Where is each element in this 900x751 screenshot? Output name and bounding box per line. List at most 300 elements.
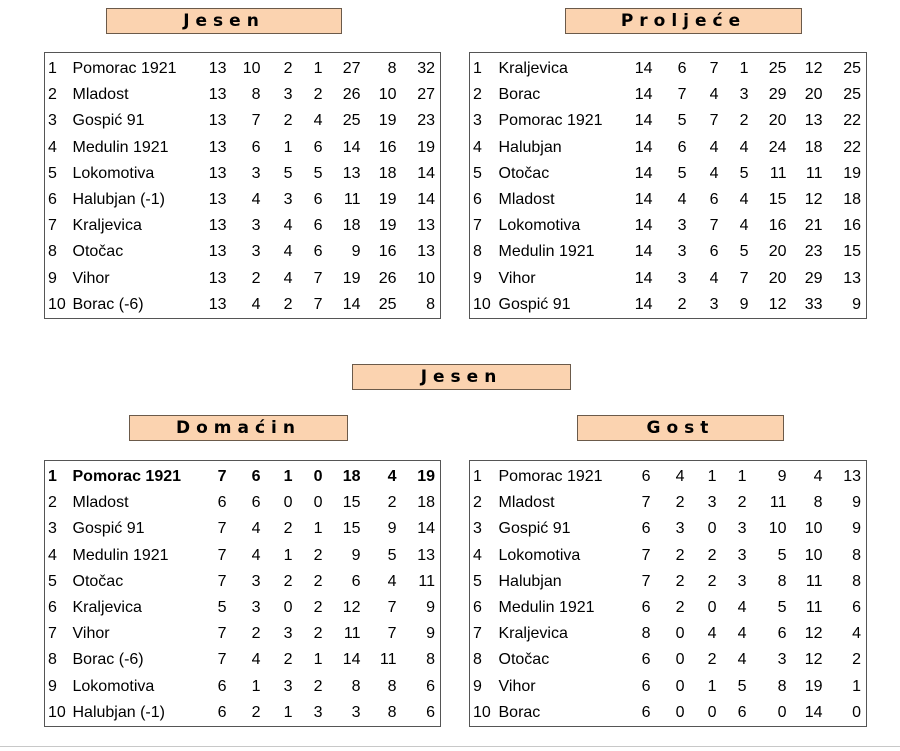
rank-cell: 3 <box>48 112 57 130</box>
table-row <box>45 490 441 516</box>
rank-cell: 1 <box>48 468 57 486</box>
goals-for-cell: 14 <box>342 651 361 669</box>
goals-against-cell: 23 <box>804 243 823 261</box>
played-cell: 5 <box>217 599 227 617</box>
wins-cell: 3 <box>251 572 261 590</box>
table-row <box>470 490 867 516</box>
goals-for-cell: 15 <box>768 191 787 209</box>
table-row <box>470 516 867 542</box>
points-cell: 1 <box>852 677 861 695</box>
played-cell: 13 <box>208 60 227 78</box>
goals-for-cell: 19 <box>342 269 361 287</box>
draws-cell: 0 <box>707 520 717 538</box>
played-cell: 8 <box>641 625 651 643</box>
draws-cell: 4 <box>709 269 719 287</box>
losses-cell: 1 <box>313 60 323 78</box>
losses-cell: 2 <box>313 625 323 643</box>
points-cell: 8 <box>852 572 861 590</box>
goals-against-cell: 8 <box>387 677 397 695</box>
draws-cell: 3 <box>283 625 293 643</box>
losses-cell: 1 <box>313 651 323 669</box>
points-cell: 25 <box>843 60 861 78</box>
wins-cell: 6 <box>251 138 261 156</box>
wins-cell: 4 <box>251 295 261 313</box>
rank-cell: 7 <box>473 625 482 643</box>
losses-cell: 6 <box>313 217 323 235</box>
draws-cell: 1 <box>707 468 717 486</box>
goals-against-cell: 4 <box>387 572 397 590</box>
team-cell: Gospić 91 <box>498 520 571 538</box>
draws-cell: 6 <box>709 243 719 261</box>
table-row <box>45 213 441 239</box>
goals-against-cell: 19 <box>378 217 397 235</box>
losses-cell: 4 <box>739 217 749 235</box>
table-row <box>45 674 441 700</box>
goals-for-cell: 14 <box>342 138 361 156</box>
played-cell: 14 <box>634 243 653 261</box>
team-cell: Kraljevica <box>72 217 142 235</box>
draws-cell: 7 <box>709 60 719 78</box>
table-row <box>470 239 867 265</box>
gost-header: Gost <box>577 415 784 441</box>
wins-cell: 2 <box>675 546 685 564</box>
wins-cell: 6 <box>251 494 261 512</box>
goals-against-cell: 20 <box>804 86 823 104</box>
draws-cell: 7 <box>709 217 719 235</box>
rank-cell: 4 <box>473 546 482 564</box>
rank-cell: 8 <box>48 243 57 261</box>
team-cell: Lokomotiva <box>72 164 155 182</box>
wins-cell: 0 <box>675 625 685 643</box>
team-cell: Kraljevica <box>498 60 568 78</box>
goals-for-cell: 20 <box>768 243 787 261</box>
goals-for-cell: 6 <box>351 572 361 590</box>
losses-cell: 2 <box>739 112 749 130</box>
losses-cell: 2 <box>313 677 323 695</box>
points-cell: 32 <box>417 60 435 78</box>
wins-cell: 4 <box>251 546 261 564</box>
goals-against-cell: 7 <box>387 599 397 617</box>
goals-for-cell: 9 <box>351 243 361 261</box>
played-cell: 13 <box>208 112 227 130</box>
goals-for-cell: 12 <box>342 599 361 617</box>
played-cell: 14 <box>634 112 653 130</box>
rank-cell: 6 <box>473 191 482 209</box>
goals-against-cell: 12 <box>804 60 823 78</box>
draws-cell: 1 <box>707 677 717 695</box>
team-cell: Borac (-6) <box>72 651 144 669</box>
wins-cell: 3 <box>251 164 261 182</box>
losses-cell: 4 <box>739 191 749 209</box>
rank-cell: 3 <box>473 520 482 538</box>
points-cell: 4 <box>852 625 861 643</box>
table-row <box>45 647 441 673</box>
proljece-table <box>469 52 867 319</box>
draws-cell: 4 <box>283 269 293 287</box>
team-cell: Gospić 91 <box>72 112 145 130</box>
points-cell: 15 <box>843 243 861 261</box>
played-cell: 6 <box>641 468 651 486</box>
goals-for-cell: 25 <box>342 112 361 130</box>
rank-cell: 5 <box>48 164 57 182</box>
draws-cell: 2 <box>707 546 717 564</box>
losses-cell: 4 <box>313 112 323 130</box>
played-cell: 7 <box>217 546 227 564</box>
goals-for-cell: 25 <box>768 60 787 78</box>
proljece-header: Proljeće <box>565 8 802 34</box>
rank-cell: 7 <box>48 217 57 235</box>
table-row <box>470 135 867 161</box>
wins-cell: 3 <box>251 217 261 235</box>
wins-cell: 3 <box>251 243 261 261</box>
goals-for-cell: 29 <box>768 86 787 104</box>
goals-against-cell: 12 <box>804 651 823 669</box>
losses-cell: 0 <box>313 494 323 512</box>
team-cell: Vihor <box>72 269 110 287</box>
team-cell: Kraljevica <box>72 599 142 617</box>
goals-for-cell: 20 <box>768 112 787 130</box>
table-row <box>470 53 867 83</box>
goals-for-cell: 18 <box>342 468 361 486</box>
losses-cell: 2 <box>737 494 747 512</box>
team-cell: Pomorac 1921 <box>72 60 177 78</box>
table-row <box>470 213 867 239</box>
draws-cell: 2 <box>707 651 717 669</box>
draws-cell: 2 <box>283 295 293 313</box>
played-cell: 7 <box>217 468 227 486</box>
rank-cell: 6 <box>473 599 482 617</box>
team-cell: Lokomotiva <box>498 217 581 235</box>
wins-cell: 3 <box>675 520 685 538</box>
goals-for-cell: 11 <box>343 625 361 643</box>
rank-cell: 4 <box>48 138 57 156</box>
table-row <box>45 461 441 491</box>
wins-cell: 2 <box>251 269 261 287</box>
goals-against-cell: 12 <box>804 191 823 209</box>
wins-cell: 0 <box>675 651 685 669</box>
played-cell: 7 <box>641 494 651 512</box>
draws-cell: 1 <box>283 546 293 564</box>
rank-cell: 2 <box>473 86 482 104</box>
team-cell: Otočac <box>72 243 124 261</box>
played-cell: 6 <box>641 703 651 721</box>
rank-cell: 10 <box>473 703 491 721</box>
rank-cell: 1 <box>473 468 482 486</box>
table-row <box>470 292 867 319</box>
losses-cell: 1 <box>313 520 323 538</box>
wins-cell: 2 <box>675 494 685 512</box>
domacin-table <box>44 460 441 727</box>
goals-against-cell: 16 <box>378 243 397 261</box>
rank-cell: 5 <box>473 572 482 590</box>
played-cell: 13 <box>208 191 227 209</box>
rank-cell: 10 <box>48 295 66 313</box>
team-cell: Halubjan <box>498 138 562 156</box>
played-cell: 7 <box>217 520 227 538</box>
draws-cell: 3 <box>283 191 293 209</box>
draws-cell: 6 <box>709 191 719 209</box>
goals-for-cell: 15 <box>342 494 361 512</box>
table-row <box>45 543 441 569</box>
points-cell: 8 <box>852 546 861 564</box>
wins-cell: 4 <box>677 191 687 209</box>
goals-for-cell: 9 <box>351 546 361 564</box>
goals-against-cell: 14 <box>804 703 823 721</box>
rank-cell: 2 <box>48 86 57 104</box>
goals-for-cell: 8 <box>351 677 361 695</box>
played-cell: 14 <box>634 60 653 78</box>
points-cell: 6 <box>426 677 435 695</box>
wins-cell: 4 <box>251 651 261 669</box>
table-row <box>470 621 867 647</box>
rank-cell: 5 <box>48 572 57 590</box>
points-cell: 9 <box>426 625 435 643</box>
losses-cell: 3 <box>737 572 747 590</box>
goals-for-cell: 11 <box>769 164 787 182</box>
goals-against-cell: 29 <box>804 269 823 287</box>
wins-cell: 3 <box>677 217 687 235</box>
table-row <box>45 621 441 647</box>
rank-cell: 6 <box>48 599 57 617</box>
goals-for-cell: 0 <box>777 703 787 721</box>
wins-cell: 7 <box>251 112 261 130</box>
played-cell: 7 <box>217 651 227 669</box>
played-cell: 13 <box>208 86 227 104</box>
goals-against-cell: 11 <box>805 164 823 182</box>
table-row <box>470 461 867 491</box>
wins-cell: 1 <box>251 677 261 695</box>
goals-for-cell: 8 <box>777 677 787 695</box>
draws-cell: 2 <box>283 572 293 590</box>
goals-against-cell: 21 <box>804 217 823 235</box>
losses-cell: 3 <box>737 520 747 538</box>
goals-for-cell: 27 <box>342 60 361 78</box>
wins-cell: 3 <box>677 243 687 261</box>
played-cell: 6 <box>641 677 651 695</box>
points-cell: 18 <box>417 494 435 512</box>
losses-cell: 6 <box>313 138 323 156</box>
goals-for-cell: 26 <box>342 86 361 104</box>
losses-cell: 1 <box>739 60 749 78</box>
rank-cell: 9 <box>473 269 482 287</box>
rank-cell: 8 <box>473 651 482 669</box>
played-cell: 7 <box>641 572 651 590</box>
draws-cell: 0 <box>283 494 293 512</box>
goals-against-cell: 2 <box>387 494 397 512</box>
wins-cell: 2 <box>251 625 261 643</box>
points-cell: 14 <box>417 164 435 182</box>
team-cell: Medulin 1921 <box>72 546 169 564</box>
jesen-mid-header: Jesen <box>352 364 571 390</box>
played-cell: 14 <box>634 86 653 104</box>
team-cell: Gospić 91 <box>72 520 145 538</box>
losses-cell: 9 <box>739 295 749 313</box>
team-cell: Pomorac 1921 <box>498 112 603 130</box>
table-row <box>45 187 441 213</box>
goals-against-cell: 10 <box>804 520 823 538</box>
team-cell: Medulin 1921 <box>72 138 169 156</box>
draws-cell: 0 <box>707 703 717 721</box>
goals-for-cell: 11 <box>343 191 361 209</box>
team-cell: Vihor <box>72 625 110 643</box>
played-cell: 7 <box>217 572 227 590</box>
points-cell: 13 <box>417 243 435 261</box>
points-cell: 13 <box>843 269 861 287</box>
played-cell: 7 <box>217 625 227 643</box>
draws-cell: 2 <box>707 572 717 590</box>
rank-cell: 2 <box>48 494 57 512</box>
table-row <box>470 543 867 569</box>
played-cell: 14 <box>634 138 653 156</box>
team-cell: Borac <box>498 703 541 721</box>
rank-cell: 9 <box>48 269 57 287</box>
wins-cell: 6 <box>251 468 261 486</box>
team-cell: Mladost <box>72 86 129 104</box>
points-cell: 19 <box>843 164 861 182</box>
losses-cell: 7 <box>739 269 749 287</box>
team-cell: Borac <box>498 86 541 104</box>
goals-against-cell: 4 <box>387 468 397 486</box>
team-cell: Medulin 1921 <box>498 243 595 261</box>
draws-cell: 2 <box>283 112 293 130</box>
team-cell: Mladost <box>498 494 555 512</box>
played-cell: 6 <box>217 677 227 695</box>
table-row <box>470 569 867 595</box>
goals-against-cell: 33 <box>804 295 823 313</box>
losses-cell: 3 <box>313 703 323 721</box>
wins-cell: 2 <box>675 599 685 617</box>
points-cell: 9 <box>852 295 861 313</box>
team-cell: Halubjan (-1) <box>72 191 165 209</box>
played-cell: 14 <box>634 269 653 287</box>
goals-for-cell: 11 <box>769 494 787 512</box>
goals-against-cell: 26 <box>378 269 397 287</box>
points-cell: 22 <box>843 112 861 130</box>
played-cell: 14 <box>634 164 653 182</box>
goals-against-cell: 9 <box>387 520 397 538</box>
goals-for-cell: 6 <box>777 625 787 643</box>
draws-cell: 3 <box>707 494 717 512</box>
points-cell: 13 <box>843 468 861 486</box>
draws-cell: 4 <box>283 243 293 261</box>
draws-cell: 1 <box>283 138 293 156</box>
table-row <box>45 266 441 292</box>
draws-cell: 4 <box>709 138 719 156</box>
domacin-header: Domaćin <box>129 415 348 441</box>
draws-cell: 1 <box>283 703 293 721</box>
points-cell: 10 <box>417 269 435 287</box>
wins-cell: 4 <box>675 468 685 486</box>
played-cell: 13 <box>208 243 227 261</box>
draws-cell: 0 <box>707 599 717 617</box>
goals-for-cell: 12 <box>768 295 787 313</box>
team-cell: Otočac <box>72 572 124 590</box>
table-row <box>45 161 441 187</box>
goals-against-cell: 19 <box>804 677 823 695</box>
points-cell: 18 <box>843 191 861 209</box>
rank-cell: 7 <box>473 217 482 235</box>
goals-against-cell: 19 <box>378 112 397 130</box>
goals-against-cell: 10 <box>378 86 397 104</box>
goals-against-cell: 11 <box>805 599 823 617</box>
points-cell: 2 <box>852 651 861 669</box>
rank-cell: 1 <box>48 60 57 78</box>
played-cell: 6 <box>217 494 227 512</box>
wins-cell: 3 <box>677 269 687 287</box>
jesen-header: Jesen <box>106 8 342 34</box>
goals-against-cell: 13 <box>804 112 823 130</box>
played-cell: 14 <box>634 191 653 209</box>
played-cell: 7 <box>641 546 651 564</box>
table-row <box>45 569 441 595</box>
draws-cell: 7 <box>709 112 719 130</box>
team-cell: Otočac <box>498 164 550 182</box>
losses-cell: 3 <box>737 546 747 564</box>
points-cell: 14 <box>417 191 435 209</box>
table-row <box>45 108 441 134</box>
rank-cell: 3 <box>48 520 57 538</box>
table-row <box>470 187 867 213</box>
team-cell: Borac (-6) <box>72 295 144 313</box>
wins-cell: 8 <box>251 86 261 104</box>
points-cell: 9 <box>852 520 861 538</box>
points-cell: 6 <box>852 599 861 617</box>
goals-for-cell: 13 <box>342 164 361 182</box>
team-cell: Halubjan (-1) <box>72 703 165 721</box>
table-row <box>470 108 867 134</box>
losses-cell: 4 <box>737 625 747 643</box>
table-row <box>470 161 867 187</box>
played-cell: 13 <box>208 269 227 287</box>
rank-cell: 4 <box>48 546 57 564</box>
team-cell: Pomorac 1921 <box>498 468 603 486</box>
goals-for-cell: 18 <box>342 217 361 235</box>
rank-cell: 9 <box>48 677 57 695</box>
wins-cell: 6 <box>677 60 687 78</box>
losses-cell: 2 <box>313 599 323 617</box>
goals-for-cell: 3 <box>351 703 361 721</box>
team-cell: Halubjan <box>498 572 562 590</box>
goals-against-cell: 16 <box>378 138 397 156</box>
played-cell: 13 <box>208 164 227 182</box>
losses-cell: 2 <box>313 572 323 590</box>
losses-cell: 1 <box>737 468 747 486</box>
goals-against-cell: 4 <box>813 468 823 486</box>
losses-cell: 2 <box>313 86 323 104</box>
goals-against-cell: 7 <box>387 625 397 643</box>
wins-cell: 2 <box>677 295 687 313</box>
draws-cell: 2 <box>283 520 293 538</box>
goals-against-cell: 8 <box>387 703 397 721</box>
goals-against-cell: 11 <box>805 572 823 590</box>
table-row <box>45 516 441 542</box>
losses-cell: 6 <box>737 703 747 721</box>
points-cell: 22 <box>843 138 861 156</box>
draws-cell: 2 <box>283 60 293 78</box>
table-row <box>470 647 867 673</box>
goals-for-cell: 24 <box>768 138 787 156</box>
draws-cell: 4 <box>709 164 719 182</box>
draws-cell: 3 <box>283 86 293 104</box>
bottom-divider <box>0 746 900 747</box>
points-cell: 23 <box>417 112 435 130</box>
losses-cell: 5 <box>739 164 749 182</box>
goals-against-cell: 19 <box>378 191 397 209</box>
losses-cell: 4 <box>737 599 747 617</box>
draws-cell: 3 <box>709 295 719 313</box>
losses-cell: 7 <box>313 269 323 287</box>
team-cell: Lokomotiva <box>72 677 155 695</box>
